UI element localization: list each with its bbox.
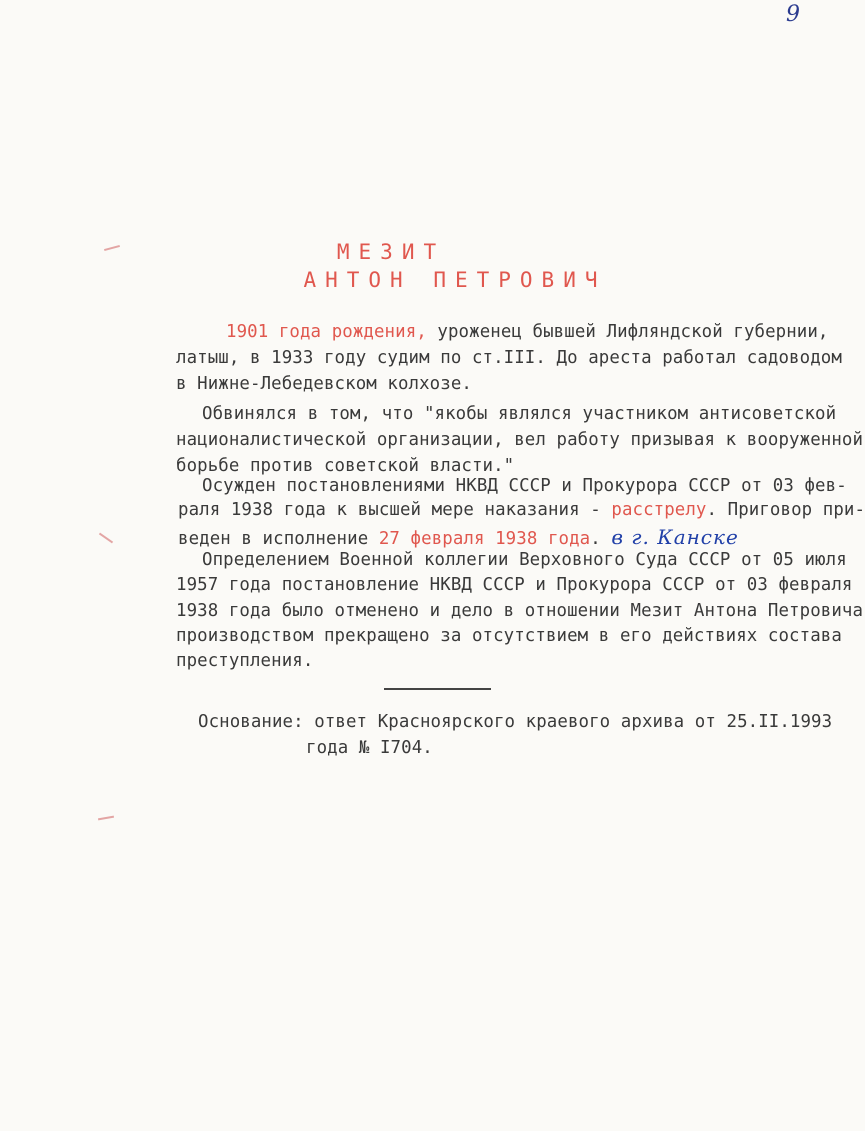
p4-line-1: Определением Военной коллегии Верховного Суда СССР от 05 июля (202, 550, 847, 570)
p3-line-2-b: . Приговор при- (706, 500, 865, 520)
p3-line-3-a: веден в исполнение (178, 529, 379, 549)
p2-line-2: националистической организации, вел работу призывая к вооруженной (176, 430, 864, 450)
p3-line-2-a: раля 1938 года к высшей мере наказания - (178, 500, 612, 520)
p4-line-3: 1938 года было отменено и дело в отношении Мезит Антона Петровича (176, 601, 864, 621)
p3-line-1: Осужден постановлениями НКВД СССР и Прокурора СССР от 03 фев- (202, 476, 847, 496)
p1-line-2: латыш, в 1933 году судим по ст.III. До ареста работал садоводом (176, 348, 842, 368)
heading-surname: МЕЗИТ (336, 240, 446, 264)
p2-line-3: борьбе против советской власти." (176, 456, 515, 476)
page-number: 9 (786, 2, 800, 27)
heading-name: АНТОН ПЕТРОВИЧ (303, 268, 607, 292)
execution-date-text: 27 февраля 1938 года (378, 529, 591, 549)
p4-line-2: 1957 года постановление НКВД СССР и Прокурора СССР от 03 февраля (176, 575, 853, 595)
p4-line-4: производством прекращено за отсутствием в его действиях состава (176, 626, 842, 646)
p1-line-3: в Нижне-Лебедевском колхозе. (176, 374, 472, 394)
p1-line-1-rest: уроженец бывшей Лифляндской губернии, (426, 322, 829, 342)
p3-line-2 (178, 500, 865, 520)
p4-line-5: преступления. (176, 651, 314, 671)
basis-line-1: Основание: ответ Красноярского краевого архива от 25.II.1993 (198, 712, 833, 732)
p1-line-1 (226, 322, 829, 342)
handwritten-place-note: в г. Канске (611, 525, 739, 549)
margin-mark (99, 533, 113, 544)
birth-year-text: 1901 года рождения, (226, 322, 427, 342)
sentence-text: расстрелу (611, 500, 707, 520)
p3-line-3 (178, 525, 739, 549)
separator-rule (384, 688, 491, 690)
basis-line-2: года № I704. (306, 738, 433, 758)
p2-line-1: Обвинялся в том, что "якобы являлся участником антисоветской (202, 404, 837, 424)
margin-mark (98, 816, 114, 821)
p3-line-3-b: . (590, 529, 601, 549)
